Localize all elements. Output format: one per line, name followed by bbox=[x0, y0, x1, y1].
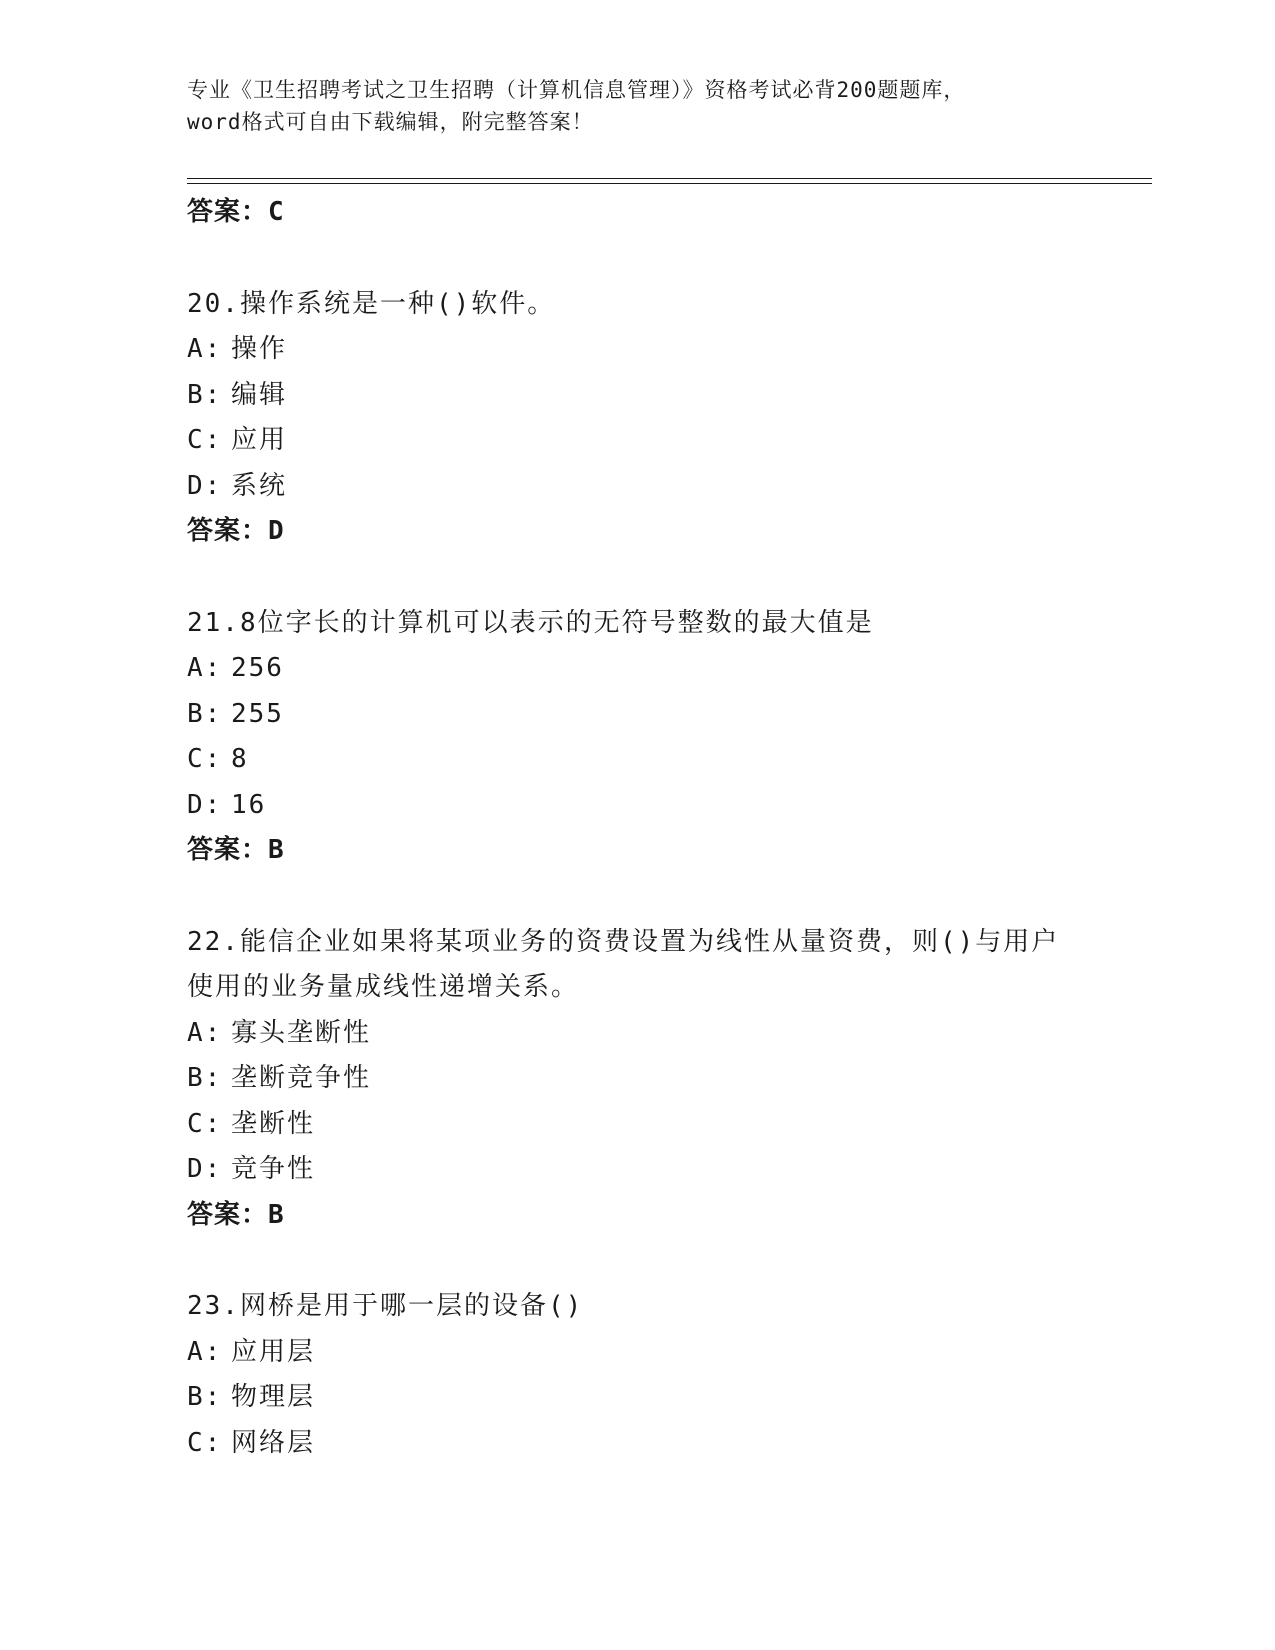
option-item bbox=[187, 1056, 1167, 1102]
option-label: C: bbox=[187, 1427, 223, 1458]
question-block bbox=[187, 920, 1167, 1239]
answer-line: 答案：B bbox=[187, 835, 285, 865]
document-header bbox=[187, 74, 1087, 138]
option-item bbox=[187, 646, 1167, 692]
option-text: 应用 bbox=[231, 425, 288, 455]
option-label: A: bbox=[187, 1017, 223, 1048]
option-item bbox=[187, 1421, 1167, 1467]
option-label: A: bbox=[187, 653, 223, 683]
option-item bbox=[187, 373, 1167, 419]
option-label: C: bbox=[187, 744, 223, 774]
option-label: C: bbox=[187, 1108, 223, 1139]
option-text: 网络层 bbox=[231, 1427, 316, 1458]
spacer bbox=[187, 555, 1167, 601]
option-text: 应用层 bbox=[231, 1336, 316, 1367]
option-item bbox=[187, 783, 1167, 829]
option-item bbox=[187, 1375, 1167, 1421]
answer-line: 答案：C bbox=[187, 197, 285, 227]
option-item bbox=[187, 418, 1167, 464]
header-line-1: 专业《卫生招聘考试之卫生招聘（计算机信息管理）》资格考试必背200题题库， bbox=[187, 78, 966, 102]
question-text: 21.8位字长的计算机可以表示的无符号整数的最大值是 bbox=[187, 607, 874, 638]
option-label: B: bbox=[187, 1063, 223, 1093]
option-item bbox=[187, 1011, 1167, 1057]
question-text: 23.网桥是用于哪一层的设备() bbox=[187, 1291, 584, 1321]
option-text: 系统 bbox=[231, 470, 288, 501]
option-item bbox=[187, 327, 1167, 373]
option-label: C: bbox=[187, 425, 223, 455]
option-text: 物理层 bbox=[231, 1382, 316, 1412]
question-block bbox=[187, 282, 1167, 555]
header-line-2: word格式可自由下载编辑，附完整答案！ bbox=[187, 110, 594, 134]
option-text: 编辑 bbox=[231, 379, 288, 410]
option-item bbox=[187, 737, 1167, 783]
option-label: A: bbox=[187, 1336, 223, 1367]
question-block bbox=[187, 601, 1167, 874]
answer-line: 答案：D bbox=[187, 516, 285, 546]
header-rule-bottom bbox=[187, 183, 1152, 184]
header-rule-top bbox=[187, 178, 1152, 179]
option-label: B: bbox=[187, 1382, 223, 1412]
option-text: 256 bbox=[231, 653, 284, 683]
spacer bbox=[187, 1238, 1167, 1284]
question-block bbox=[187, 1284, 1167, 1466]
question-text: 20.操作系统是一种()软件。 bbox=[187, 288, 556, 319]
option-text: 垄断竞争性 bbox=[231, 1063, 372, 1093]
option-text: 8 bbox=[231, 744, 249, 774]
answer-line: 答案：B bbox=[187, 1199, 285, 1230]
option-item bbox=[187, 464, 1167, 510]
question-text-continued: 使用的业务量成线性递增关系。 bbox=[187, 972, 580, 1002]
option-text: 寡头垄断性 bbox=[231, 1017, 372, 1048]
option-label: D: bbox=[187, 789, 223, 820]
option-label: B: bbox=[187, 379, 223, 410]
option-item bbox=[187, 1102, 1167, 1148]
option-text: 16 bbox=[231, 789, 267, 820]
option-label: D: bbox=[187, 1154, 223, 1184]
option-text: 竞争性 bbox=[231, 1154, 316, 1184]
option-item bbox=[187, 692, 1167, 738]
option-label: B: bbox=[187, 698, 223, 729]
option-label: D: bbox=[187, 470, 223, 501]
option-item bbox=[187, 1147, 1167, 1193]
option-text: 255 bbox=[231, 698, 284, 729]
question-text: 22.能信企业如果将某项业务的资费设置为线性从量资费，则()与用户 bbox=[187, 926, 1060, 957]
spacer bbox=[187, 236, 1167, 282]
option-label: A: bbox=[187, 334, 223, 364]
option-item bbox=[187, 1330, 1167, 1376]
option-text: 操作 bbox=[231, 334, 288, 364]
question-list bbox=[187, 190, 1167, 1466]
spacer bbox=[187, 874, 1167, 920]
option-text: 垄断性 bbox=[231, 1108, 316, 1139]
